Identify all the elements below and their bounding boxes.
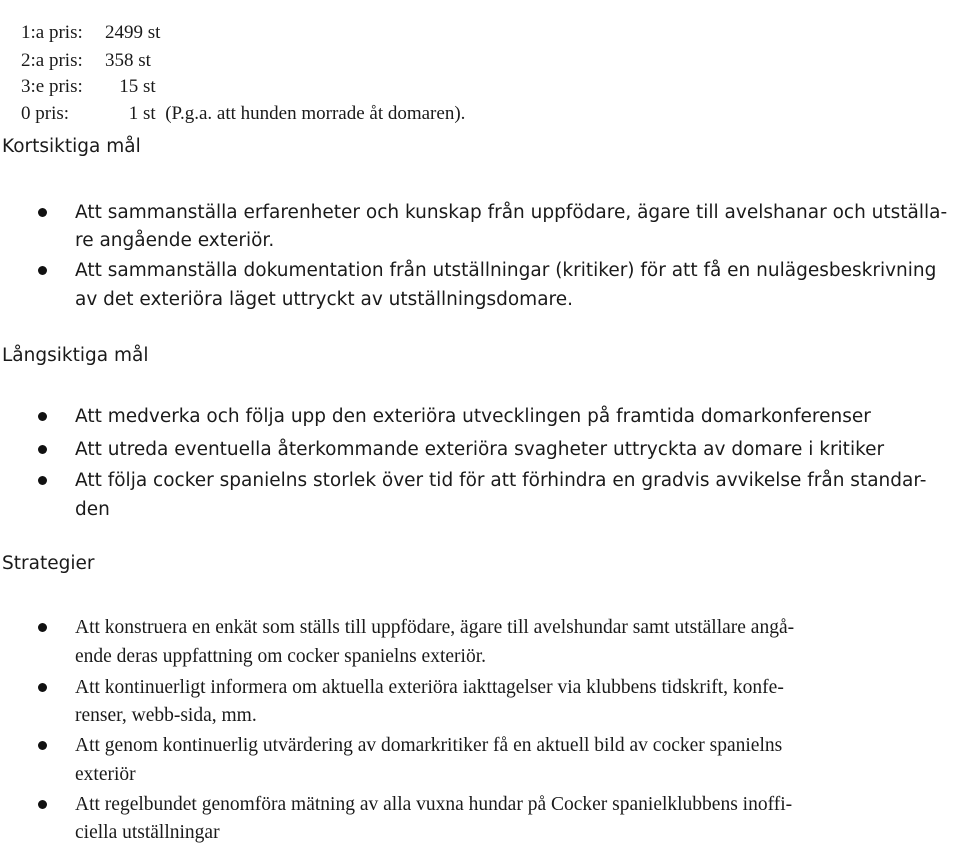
bullet-icon — [38, 623, 47, 632]
list-item-text: av det exteriöra läget uttryckt av utställningsdomare. — [75, 289, 574, 310]
bullet-icon — [38, 683, 47, 692]
list-item-text: den — [75, 499, 110, 520]
list-item-text: Att medverka och följa upp den exteriöra utvecklingen på framtida domarkonferenser — [75, 406, 871, 427]
bullet-icon — [38, 445, 47, 454]
prize-label: 0 pris: — [21, 103, 70, 124]
list-item-text: Att regelbundet genomföra mätning av alla vuxna hundar på Cocker spanielklubbens inoffi- — [75, 794, 793, 815]
prize-count: 2499 st — [105, 22, 161, 43]
list-item-text: exteriör — [75, 764, 136, 785]
list-item-text: Att följa cocker spanielns storlek över tid för att förhindra en gradvis avvikelse från standar- — [75, 470, 927, 491]
bullet-icon — [38, 800, 47, 809]
list-item-text: Att sammanställa erfarenheter och kunskap från uppfödare, ägare till avelshanar och utställa- — [75, 202, 948, 223]
prize-label: 3:e pris: — [21, 76, 83, 97]
bullet-icon — [38, 208, 47, 217]
list-item-text: ende deras uppfattning om cocker spanielns exteriör. — [75, 646, 486, 667]
section-heading-long-term: Långsiktiga mål — [2, 345, 149, 366]
bullet-icon — [38, 412, 47, 421]
bullet-icon — [38, 741, 47, 750]
prize-count: 15 st — [105, 76, 156, 97]
list-item-text: renser, webb-sida, mm. — [75, 705, 257, 726]
list-item-text: Att genom kontinuerlig utvärdering av domarkritiker få en aktuell bild av cocker spanielns — [75, 735, 783, 756]
list-item-text: ciella utställningar — [75, 822, 220, 843]
list-item-text: Att sammanställa dokumentation från utställningar (kritiker) för att få en nulägesbeskrivning — [75, 260, 937, 281]
list-item-text: Att utreda eventuella återkommande exteriöra svagheter uttryckta av domare i kritiker — [75, 439, 885, 460]
list-item-text: re angående exteriör. — [75, 230, 275, 251]
prize-note: (P.g.a. att hunden morrade åt domaren). — [165, 103, 466, 124]
prize-label: 2:a pris: — [21, 50, 83, 71]
prize-label: 1:a pris: — [21, 22, 83, 43]
list-item-text: Att konstruera en enkät som ställs till uppfödare, ägare till avelshundar samt utställare angå- — [75, 617, 795, 638]
section-heading-short-term: Kortsiktiga mål — [2, 136, 141, 157]
prize-count: 358 st — [105, 50, 151, 71]
prize-count: 1 st — [105, 103, 156, 124]
list-item-text: Att kontinuerligt informera om aktuella exteriöra iakttagelser via klubbens tidskrift, konfe- — [75, 677, 784, 698]
bullet-icon — [38, 266, 47, 275]
bullet-icon — [38, 476, 47, 485]
section-heading-strategies: Strategier — [2, 553, 95, 574]
